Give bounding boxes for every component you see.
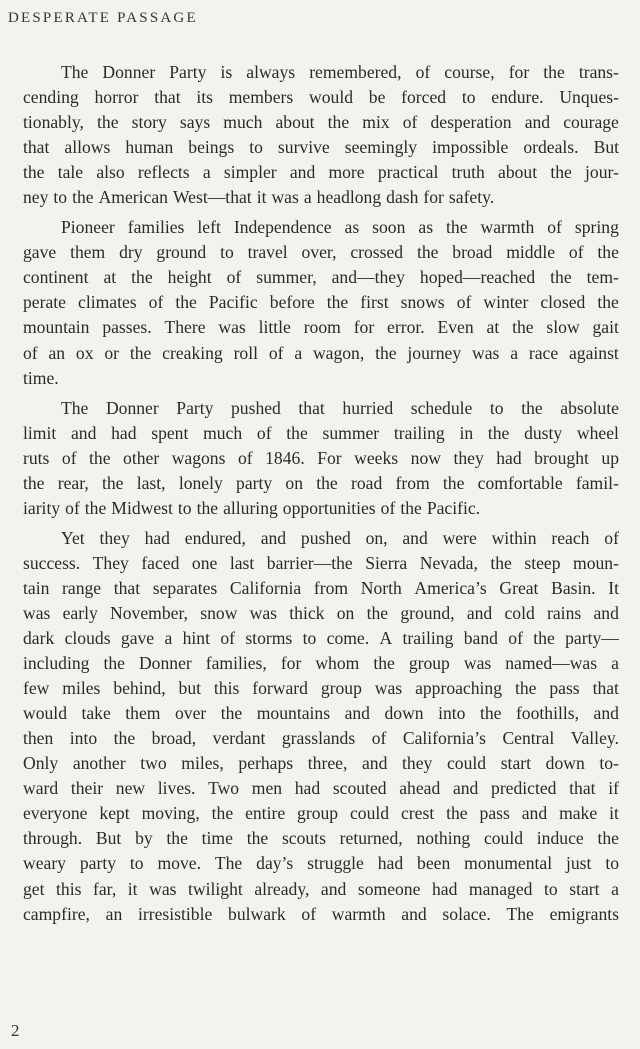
- text-line: Only another two miles, perhaps three, and they could start down to-: [23, 753, 619, 774]
- text-line: Pioneer families left Independence as soon as the warmth of spring: [61, 217, 619, 238]
- text-line: the rear, the last, lonely party on the road from the comfortable famil-: [23, 472, 619, 493]
- text-line: perate climates of the Pacific before the first snows of winter closed the: [23, 292, 619, 313]
- text-line: dark clouds gave a hint of storms to come. A trailing band of the party—: [23, 628, 619, 649]
- text-line: that allows human beings to survive seemingly impossible ordeals. But: [23, 137, 619, 158]
- paragraph: [23, 60, 619, 210]
- text-line: then into the broad, verdant grasslands of California’s Central Valley.: [23, 728, 619, 749]
- text-line: ney to the American West—that it was a headlong dash for safety.: [23, 187, 495, 208]
- text-line: tionably, the story says much about the mix of desperation and courage: [23, 112, 619, 133]
- text-line: limit and had spent much of the summer trailing in the dusty wheel: [23, 422, 619, 443]
- text-line: weary party to move. The day’s struggle had been monumental just to: [23, 853, 619, 874]
- text-line: get this far, it was twilight already, and someone had managed to start a: [23, 878, 619, 899]
- text-line: including the Donner families, for whom the group was named—was a: [23, 653, 619, 674]
- text-line: Yet they had endured, and pushed on, and were within reach of: [61, 527, 619, 548]
- text-line: success. They faced one last barrier—the Sierra Nevada, the steep moun-: [23, 552, 619, 573]
- text-line: would take them over the mountains and down into the foothills, and: [23, 703, 619, 724]
- text-line: gave them dry ground to travel over, crossed the broad middle of the: [23, 242, 619, 263]
- text-line: The Donner Party is always remembered, of course, for the trans-: [61, 62, 619, 82]
- text-line: time.: [23, 367, 59, 388]
- text-line: was early November, snow was thick on the ground, and cold rains and: [23, 602, 619, 623]
- body-text: [23, 60, 619, 927]
- text-line: iarity of the Midwest to the alluring opportunities of the Pacific.: [23, 497, 481, 518]
- text-line: few miles behind, but this forward group was approaching the pass that: [23, 678, 619, 699]
- text-line: campfire, an irresistible bulwark of warmth and solace. The emigrants: [23, 903, 619, 924]
- text-line: ruts of the other wagons of 1846. For weeks now they had brought up: [23, 447, 619, 468]
- text-line: of an ox or the creaking roll of a wagon, the journey was a race against: [23, 342, 619, 363]
- text-line: mountain passes. There was little room for error. Even at the slow gait: [23, 317, 619, 338]
- text-line: The Donner Party pushed that hurried schedule to the absolute: [61, 397, 619, 418]
- text-line: ward their new lives. Two men had scouted ahead and predicted that if: [23, 778, 619, 799]
- page-number: 2: [11, 1021, 20, 1040]
- paragraph: [23, 396, 619, 521]
- text-line: continent at the height of summer, and—they hoped—reached the tem-: [23, 267, 619, 288]
- text-line: tain range that separates California from North America’s Great Basin. It: [23, 577, 619, 598]
- text-line: through. But by the time the scouts returned, nothing could induce the: [23, 828, 619, 849]
- text-line: cending horror that its members would be forced to endure. Unques-: [23, 87, 619, 108]
- paragraph: [23, 215, 619, 390]
- paragraph: [23, 526, 619, 927]
- text-line: everyone kept moving, the entire group could crest the pass and make it: [23, 803, 619, 824]
- running-head: DESPERATE PASSAGE: [8, 10, 198, 26]
- text-line: the tale also reflects a simpler and more practical truth about the jour-: [23, 162, 619, 183]
